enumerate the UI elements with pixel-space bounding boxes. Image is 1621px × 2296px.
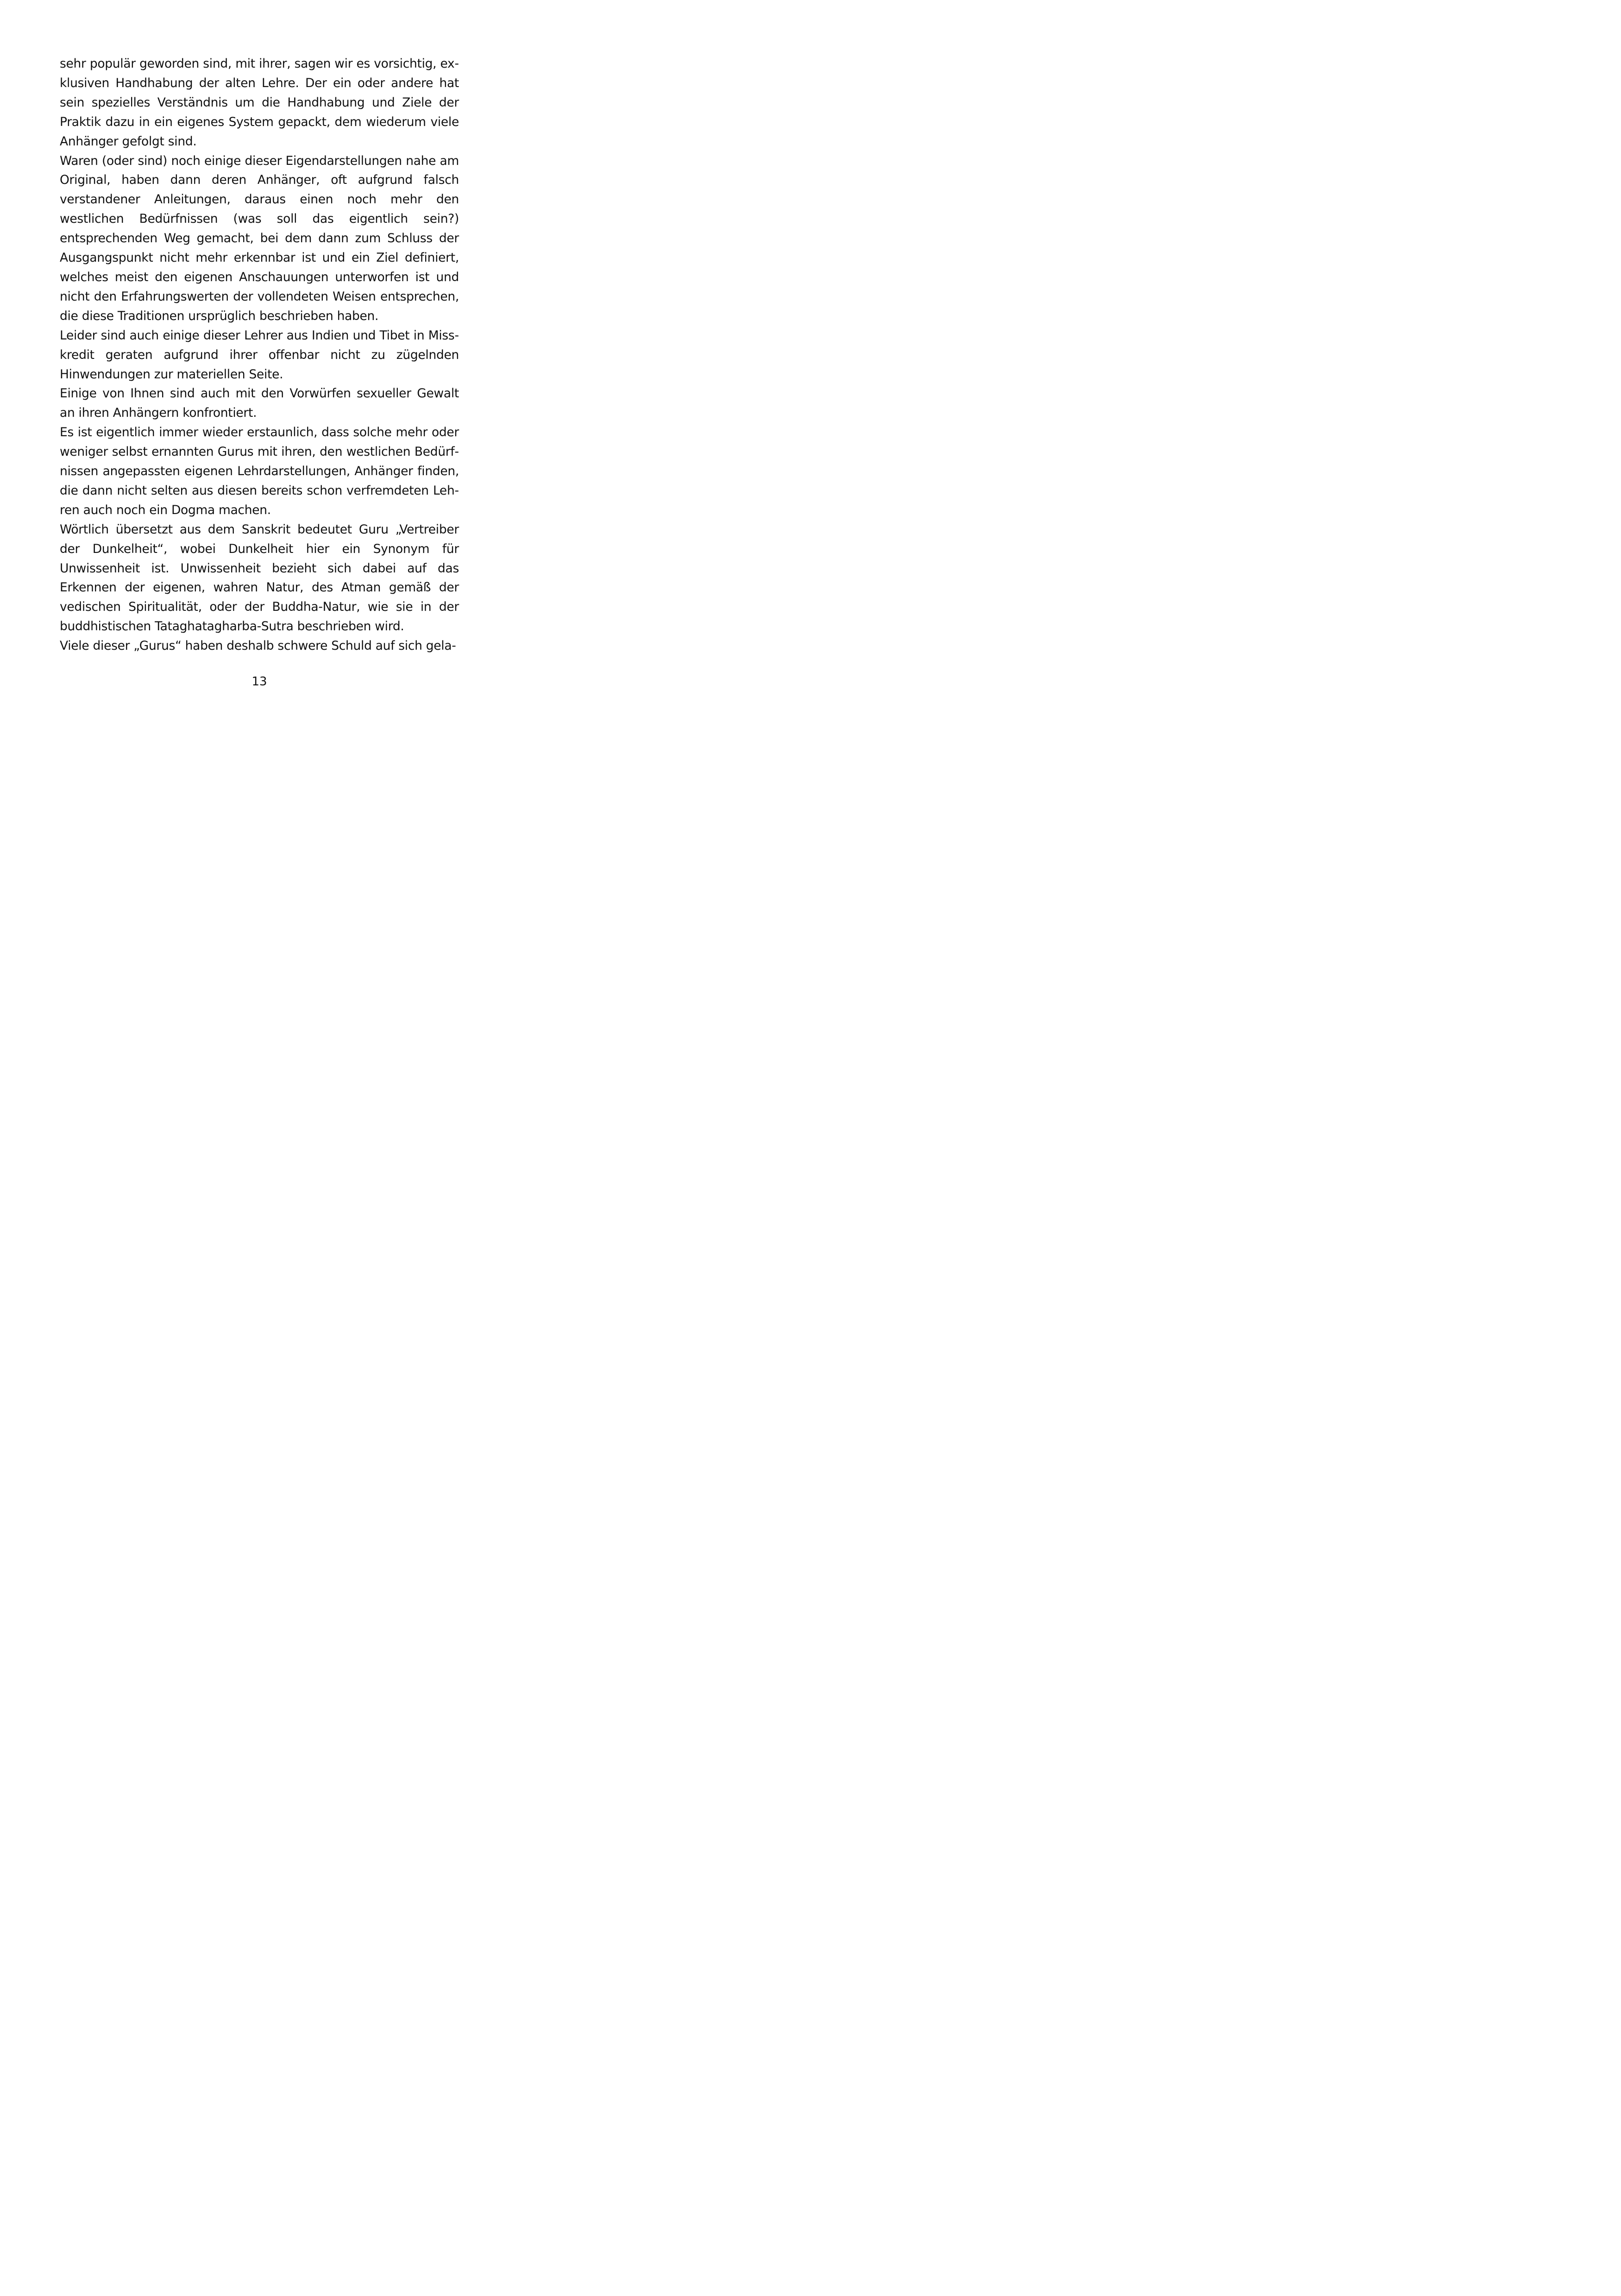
body-text: [60, 54, 459, 656]
page-number: 13: [251, 675, 267, 689]
paragraph-6: Wörtlich übersetzt aus dem Sanskrit bedeutet Guru „Vertreiber der Dunkelheit“, wobei Dunkelheit hier ein Synonym für Unwissenheit ist. Unwissenheit bezieht sich dabei auf das Erkennen der eigenen, wahren Natur, des Atman gemäß der vedischen Spiritualität, oder der Buddha-Natur, wie sie in der buddhistischen Tataghatagharba-Sutra beschrieben wird.: [60, 522, 459, 634]
book-page: [0, 0, 519, 735]
paragraph-5: Es ist eigentlich immer wieder erstaunlich, dass solche mehr oder weniger selbst ernannten Gurus mit ihren, den westlichen Bedürfnissen angepassten eigenen Lehrdarstellungen, Anhänger finden, die dann nicht selten aus diesen bereits schon verfremdeten Lehren auch noch ein Dogma machen.: [60, 425, 459, 517]
paragraph-2: Waren (oder sind) noch einige dieser Eigendarstellungen nahe am Original, haben dann deren Anhänger, oft aufgrund falsch verstandener Anleitungen, daraus einen noch mehr den westlichen Bedürfnissen (was soll das eigentlich sein?) entsprechenden Weg gemacht, bei dem dann zum Schluss der Ausgangspunkt nicht mehr erkennbar ist und ein Ziel definiert, welches meist den eigenen Anschauungen unterworfen ist und nicht den Erfahrungswerten der vollendeten Weisen entsprechen, die diese Traditionen ursprüglich beschrieben haben.: [60, 153, 459, 323]
paragraph-1: sehr populär geworden sind, mit ihrer, sagen wir es vorsichtig, exklusiven Handhabung der alten Lehre. Der ein oder andere hat sein spezielles Verständnis um die Handhabung und Ziele der Praktik dazu in ein eigenes System gepackt, dem wiederum viele Anhänger gefolgt sind.: [60, 56, 459, 149]
paragraph-3: Leider sind auch einige dieser Lehrer aus Indien und Tibet in Misskredit geraten aufgrund ihrer offenbar nicht zu zügelnden Hinwendungen zur materiellen Seite.: [60, 328, 459, 382]
paragraph-7: Viele dieser „Gurus“ haben deshalb schwere Schuld auf sich gela-: [60, 639, 456, 653]
paragraph-4: Einige von Ihnen sind auch mit den Vorwürfen sexueller Gewalt an ihren Anhängern konfrontiert.: [60, 386, 459, 420]
